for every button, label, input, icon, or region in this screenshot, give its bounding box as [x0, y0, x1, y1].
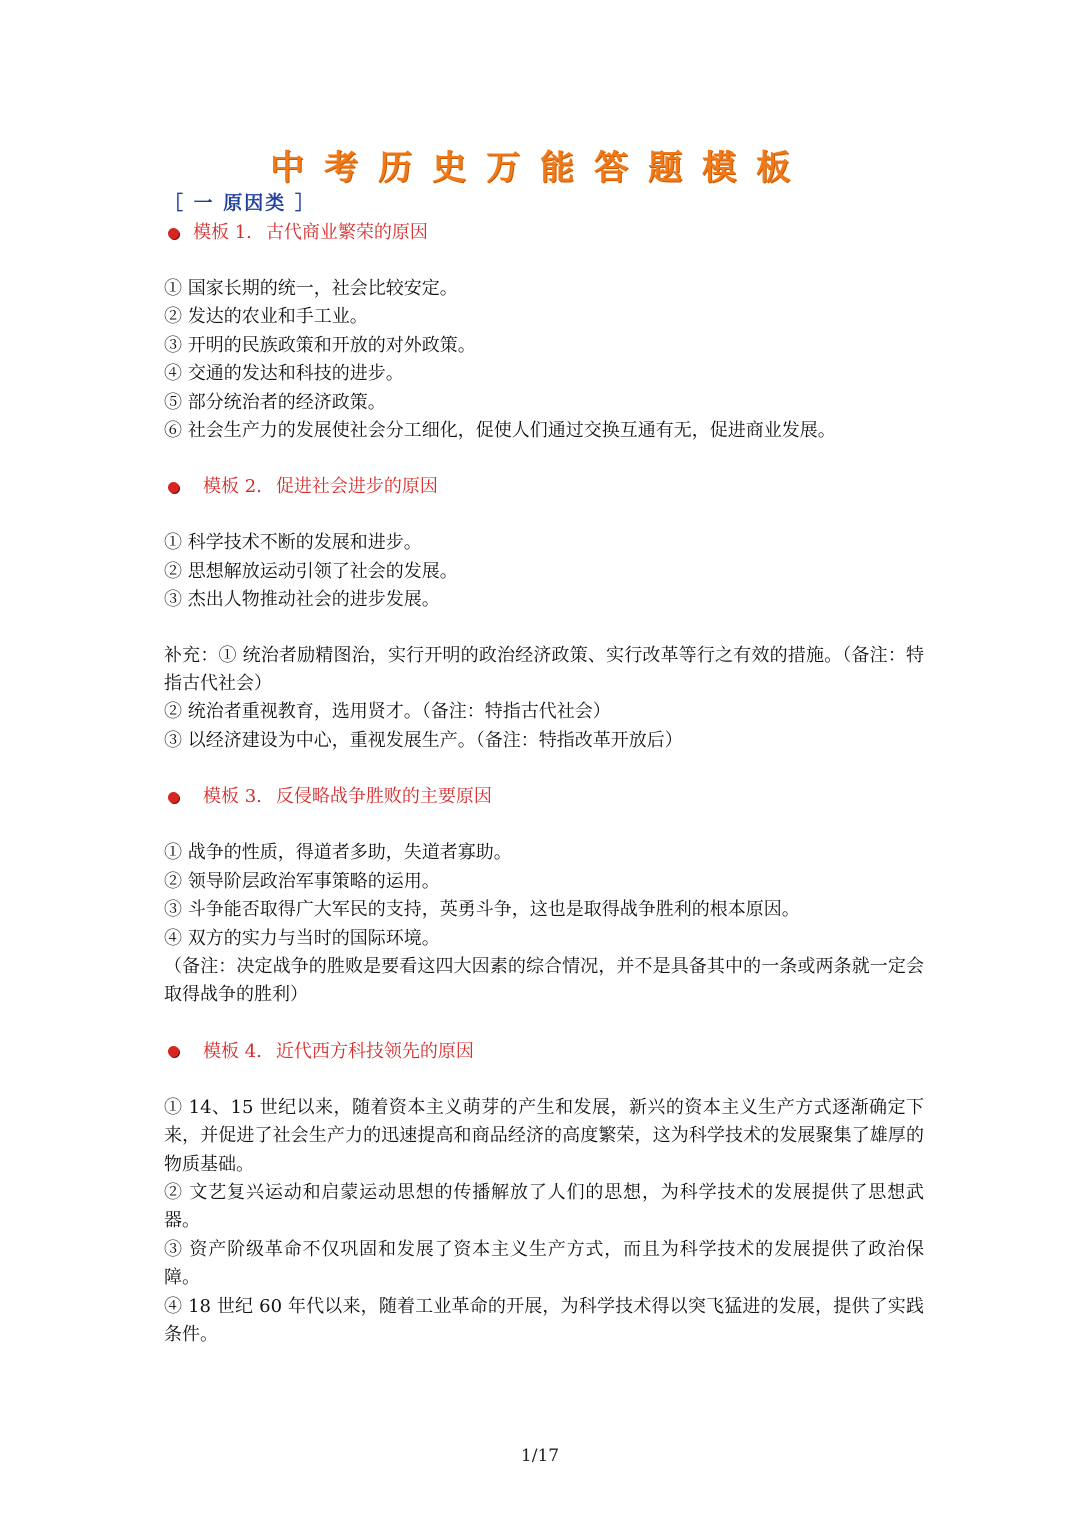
red-dot-bullet-icon — [168, 482, 179, 493]
list-item: ③ 资产阶级革命不仅巩固和发展了资本主义生产方式，而且为科学技术的发展提供了政治保障。 — [164, 1238, 924, 1289]
list-item: ② 文艺复兴运动和启蒙运动思想的传播解放了人们的思想，为科学技术的发展提供了思想武器。 — [164, 1181, 924, 1232]
red-dot-bullet-icon — [168, 792, 179, 803]
list-item: ④ 18 世纪 60 年代以来，随着工业革命的开展，为科学技术得以突飞猛进的发展，提供了实践条件。 — [164, 1295, 924, 1345]
list-item: ② 思想解放运动引领了社会的发展。 — [164, 560, 458, 582]
list-item: ⑥ 社会生产力的发展使社会分工细化，促使人们通过交换互通有无，促进商业发展。 — [164, 420, 836, 442]
template-3-title: 反侵略战争胜败的主要原因 — [275, 786, 492, 808]
list-item: ④ 交通的发达和科技的进步。 — [164, 363, 404, 385]
document-title: 中考历史万能答题模板 — [270, 148, 810, 188]
template-1-list — [164, 275, 924, 445]
list-item: ② 发达的农业和手工业。 — [164, 306, 368, 328]
list-item: ② 领导阶层政治军事策略的运用。 — [164, 870, 440, 892]
page-number: 1/17 — [520, 1446, 560, 1466]
red-dot-bullet-icon — [168, 228, 179, 239]
supplement-item: ② 统治者重视教育，选用贤才。（备注：特指古代社会） — [164, 701, 611, 723]
list-item: ① 战争的性质，得道者多助，失道者寡助。 — [164, 842, 512, 864]
list-item: ③ 开明的民族政策和开放的对外政策。 — [164, 334, 476, 356]
list-item: ③ 杰出人物推动社会的进步发展。 — [164, 589, 440, 611]
list-item: ③ 斗争能否取得广大军民的支持，英勇斗争，这也是取得战争胜利的根本原因。 — [164, 899, 800, 921]
template-3-label: 模板 3. — [203, 786, 262, 808]
template-4-heading — [164, 1037, 924, 1067]
template-4-label: 模板 4. — [203, 1040, 262, 1062]
supplement-item: ③ 以经济建设为中心，重视发展生产。（备注：特指改革开放后） — [164, 729, 683, 751]
template-2-title: 促进社会进步的原因 — [275, 476, 438, 498]
template-4-title: 近代西方科技领先的原因 — [275, 1040, 474, 1062]
template-1-heading — [164, 218, 924, 248]
template-2-heading — [164, 472, 924, 502]
section-heading-causes: ［ 一 原因类 ］ — [164, 192, 316, 214]
template-1-label: 模板 1. — [193, 222, 252, 243]
document-body — [164, 188, 924, 1349]
list-item: ① 国家长期的统一，社会比较安定。 — [164, 278, 458, 299]
list-item: ⑤ 部分统治者的经济政策。 — [164, 391, 386, 413]
template-4-list — [164, 1094, 924, 1350]
template-3-heading — [164, 782, 924, 812]
template-2-supplement — [164, 642, 924, 756]
supplement-item: 补充：① 统治者励精图治，实行开明的政治经济政策、实行改革等行之有效的措施。（备注：特指古代社会） — [164, 644, 924, 695]
template-2-list — [164, 529, 924, 614]
template-3-list — [164, 839, 924, 1009]
list-item: ① 14、15 世纪以来，随着资本主义萌芽的产生和发展，新兴的资本主义生产方式逐渐确定下来，并促进了社会生产力的迅速提高和商品经济的高度繁荣，这为科学技术的发展聚集了雄厚的物质基础。 — [164, 1096, 924, 1175]
list-item: ① 科学技术不断的发展和进步。 — [164, 532, 422, 554]
template-2-label: 模板 2. — [203, 476, 262, 498]
red-dot-bullet-icon — [168, 1046, 179, 1057]
template-1-title: 古代商业繁荣的原因 — [265, 222, 428, 243]
list-item: ④ 双方的实力与当时的国际环境。 — [164, 927, 440, 949]
note-item: （备注：决定战争的胜败是要看这四大因素的综合情况，并不是具备其中的一条或两条就一定会取得战争的胜利） — [164, 955, 924, 1006]
